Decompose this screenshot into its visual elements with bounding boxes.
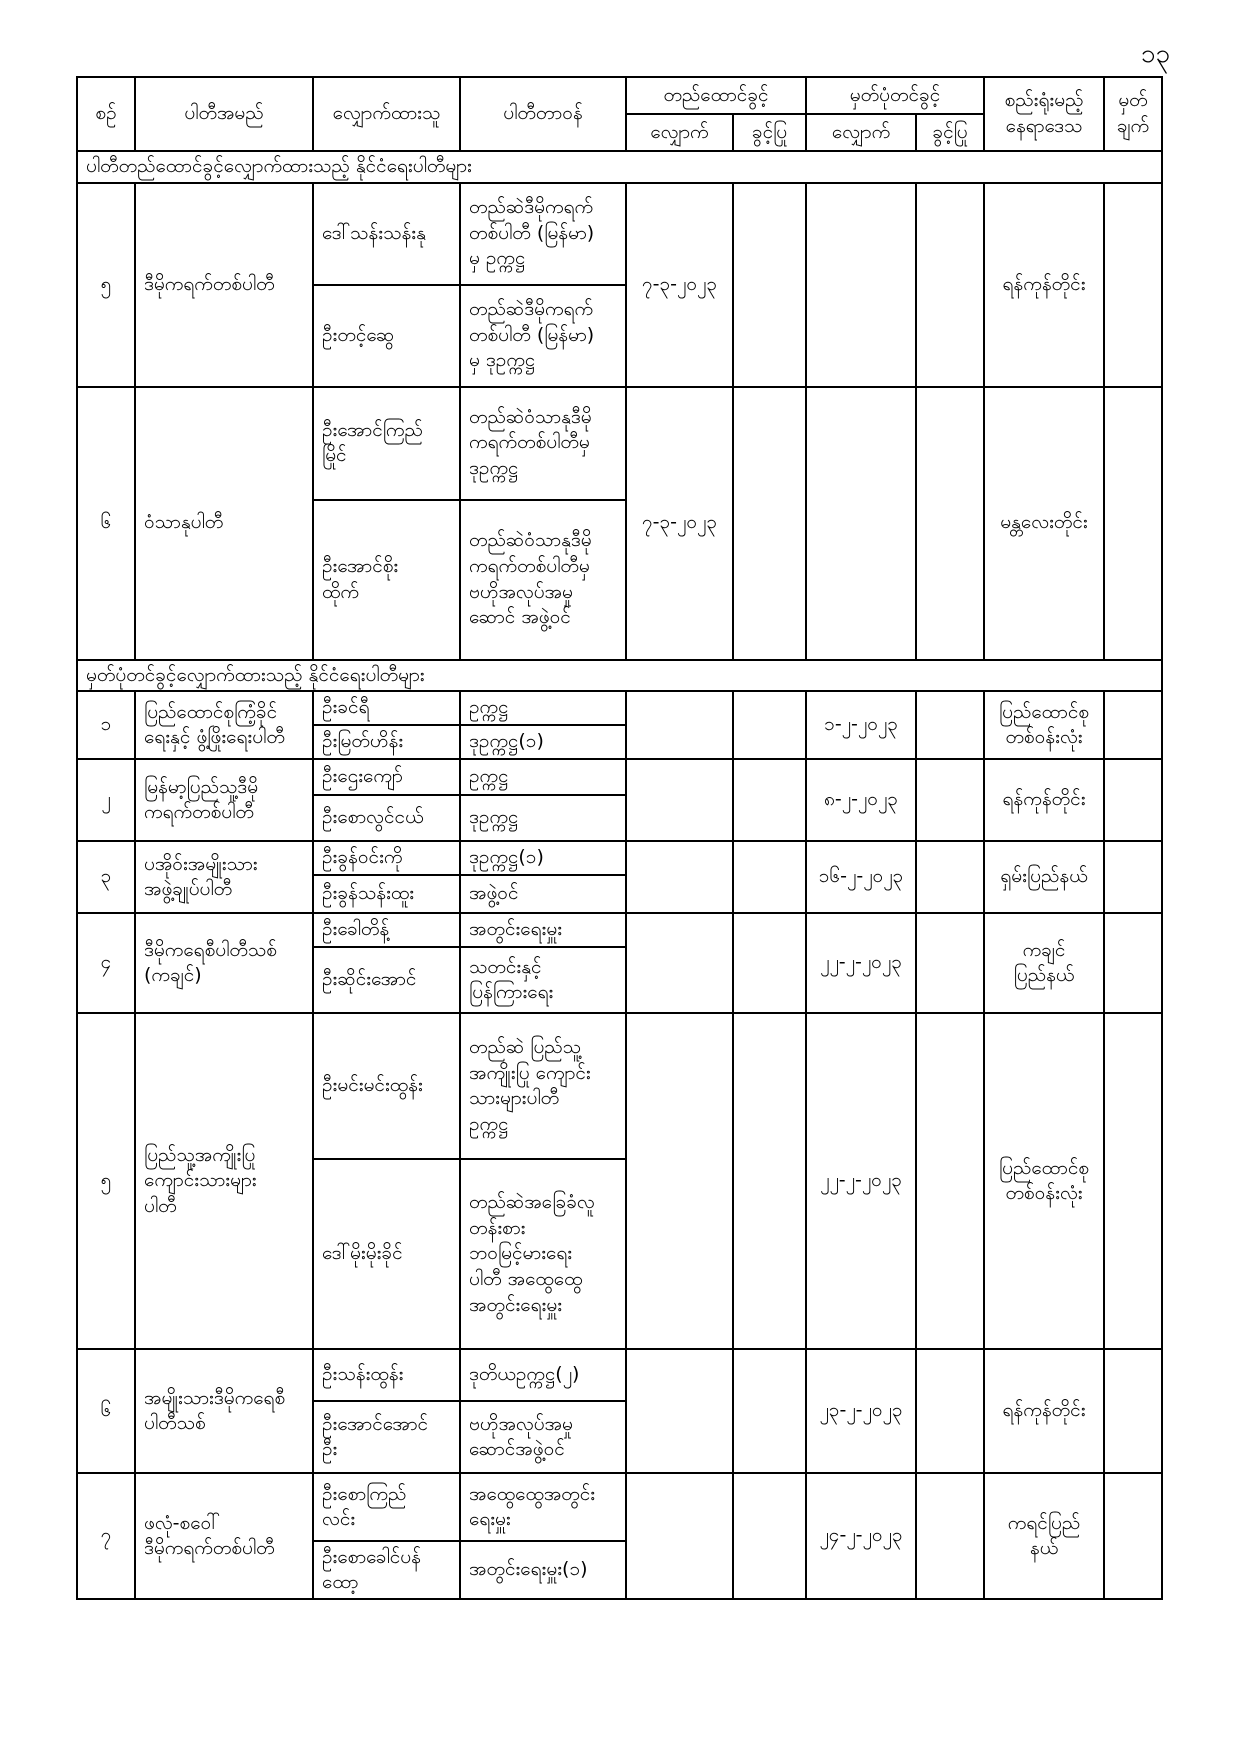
- applicant-name: ဦးအောင်ကြည် မြိုင်: [313, 387, 460, 500]
- applicant-position: ဗဟိုအလုပ်အမှု ဆောင်အဖွဲ့ဝင်: [460, 1401, 626, 1473]
- party-number: ၆: [77, 1349, 135, 1473]
- applicant-position: ဒုဥက္ကဋ္ဌ(၁): [460, 841, 626, 875]
- applicant-name: ဦးဆိုင်းအောင်: [313, 947, 460, 1013]
- registration-approved: [916, 183, 984, 387]
- applicant-position: ဥက္ကဋ္ဌ: [460, 691, 626, 725]
- applicant-position: အတွင်းရေးမှူး: [460, 913, 626, 947]
- organizing-region: ရန်ကုန်တိုင်း: [984, 1349, 1104, 1473]
- header-party-name: ပါတီအမည်: [135, 77, 313, 151]
- organizing-region: ကချင် ပြည်နယ်: [984, 913, 1104, 1013]
- table-row: [77, 759, 1162, 795]
- applicant-name: ဦးသန်းထွန်း: [313, 1349, 460, 1401]
- organizing-region: ရန်ကုန်တိုင်း: [984, 183, 1104, 387]
- founding-apply-date: [626, 1013, 733, 1349]
- header-registration-approved: ခွင့်ပြု: [916, 114, 984, 151]
- founding-apply-date: [626, 759, 733, 841]
- page-number: ၁၃: [1140, 39, 1170, 69]
- applicant-position: အတွင်းရေးမှူး(၁): [460, 1541, 626, 1599]
- applicant-position: ဒုတိယဥက္ကဋ္ဌ(၂): [460, 1349, 626, 1401]
- header-founding-apply: လျှောက်: [626, 114, 733, 151]
- remark: [1104, 691, 1162, 759]
- party-number: ၂: [77, 759, 135, 841]
- table-row: [77, 691, 1162, 725]
- header-organizing-region: စည်းရုံးမည့် နေရာဒေသ: [984, 77, 1104, 151]
- applicant-position: တည်ဆဲအခြေခံလူ တန်းစား ဘဝမြင့်မားရေး ပါတီ အထွေထွေ အတွင်းရေးမှူး: [460, 1159, 626, 1349]
- organizing-region: ရန်ကုန်တိုင်း: [984, 759, 1104, 841]
- party-name: မြန်မာ့ပြည်သူ့ဒီမို ကရက်တစ်ပါတီ: [135, 759, 313, 841]
- remark: [1104, 183, 1162, 387]
- header-founding-approved: ခွင့်ပြု: [733, 114, 806, 151]
- applicant-position: တည်ဆဲ ပြည်သူ့ အကျိုးပြု ကျောင်း သားများပါတီ ဥက္ကဋ္ဌ: [460, 1013, 626, 1159]
- registration-approved: [916, 387, 984, 660]
- header-remark: မှတ် ချက်: [1104, 77, 1162, 151]
- party-name: ဝံသာနုပါတီ: [135, 387, 313, 660]
- founding-approved: [733, 183, 806, 387]
- applicant-name: ဒေါ်သန်းသန်းနု: [313, 183, 460, 285]
- applicant-name: ဦးအောင်အောင် ဦး: [313, 1401, 460, 1473]
- registration-approved: [916, 913, 984, 1013]
- founding-approved: [733, 1349, 806, 1473]
- founding-apply-date: [626, 913, 733, 1013]
- registration-apply-date: [806, 387, 916, 660]
- header-registration-permit: မှတ်ပုံတင်ခွင့်: [806, 77, 984, 114]
- party-number: ၅: [77, 183, 135, 387]
- applicant-name: ဦးစောခေါင်ပန် ထော့: [313, 1541, 460, 1599]
- table-row: [77, 913, 1162, 947]
- section-header-row: [77, 151, 1162, 183]
- registration-approved: [916, 841, 984, 913]
- applicant-position: တည်ဆဲဝံသာနုဒီမို ကရက်တစ်ပါတီမှ ဒုဥက္ကဋ္ဌ: [460, 387, 626, 500]
- applicant-name: ဦးမြတ်ဟိန်း: [313, 725, 460, 759]
- founding-approved: [733, 1013, 806, 1349]
- table-row: [77, 1473, 1162, 1541]
- applicant-position: ဒုဥက္ကဋ္ဌ(၁): [460, 725, 626, 759]
- remark: [1104, 1473, 1162, 1599]
- applicant-name: ဦးခေါတိန့်: [313, 913, 460, 947]
- party-number: ၃: [77, 841, 135, 913]
- applicant-name: ဦးအောင်စိုး ထိုက်: [313, 500, 460, 660]
- applicant-name: ဒေါ်မိုးမိုးခိုင်: [313, 1159, 460, 1349]
- applicant-name: ဦးခွန်သန်းထူး: [313, 875, 460, 913]
- header-no: စဉ်: [77, 77, 135, 151]
- applicant-position: တည်ဆဲဒီမိုကရက် တစ်ပါတီ (မြန်မာ) မှ ဥက္ကဋ္ဌ: [460, 183, 626, 285]
- remark: [1104, 387, 1162, 660]
- section-title: မှတ်ပုံတင်ခွင့်လျှောက်ထားသည့် နိုင်ငံရေးပါတီများ: [77, 660, 1162, 692]
- founding-approved: [733, 387, 806, 660]
- party-name: ပအိုဝ်းအမျိုးသား အဖွဲ့ချုပ်ပါတီ: [135, 841, 313, 913]
- registration-apply-date: ၈-၂-၂၀၂၃: [806, 759, 916, 841]
- table-row: [77, 387, 1162, 500]
- organizing-region: မန္တလေးတိုင်း: [984, 387, 1104, 660]
- applicant-name: ဦးစောလွင်ငယ်: [313, 795, 460, 841]
- registration-apply-date: ၂၂-၂-၂၀၂၃: [806, 913, 916, 1013]
- party-name: ဖလုံ-စဝေါ် ဒီမိုကရက်တစ်ပါတီ: [135, 1473, 313, 1599]
- section-header-row: [77, 660, 1162, 692]
- registration-apply-date: ၂၄-၂-၂၀၂၃: [806, 1473, 916, 1599]
- party-registration-table: [76, 76, 1163, 1600]
- founding-approved: [733, 759, 806, 841]
- party-name: ဒီမိုကရေစီပါတီသစ် (ကချင်): [135, 913, 313, 1013]
- applicant-position: ဥက္ကဋ္ဌ: [460, 759, 626, 795]
- party-number: ၆: [77, 387, 135, 660]
- registration-apply-date: ၂၂-၂-၂၀၂၃: [806, 1013, 916, 1349]
- section-title: ပါတီတည်ထောင်ခွင့်လျှောက်ထားသည့် နိုင်ငံရေးပါတီများ: [77, 151, 1162, 183]
- applicant-name: ဦးစောကြည် လင်း: [313, 1473, 460, 1541]
- remark: [1104, 1013, 1162, 1349]
- founding-apply-date: [626, 691, 733, 759]
- registration-approved: [916, 1013, 984, 1349]
- party-name: ဒီမိုကရက်တစ်ပါတီ: [135, 183, 313, 387]
- table-body: [77, 151, 1162, 1599]
- founding-approved: [733, 691, 806, 759]
- registration-approved: [916, 759, 984, 841]
- header-founding-permit: တည်ထောင်ခွင့်: [626, 77, 806, 114]
- organizing-region: ပြည်ထောင်စု တစ်ဝန်းလုံး: [984, 1013, 1104, 1349]
- organizing-region: ရှမ်းပြည်နယ်: [984, 841, 1104, 913]
- header-applicant: လျှောက်ထားသူ: [313, 77, 460, 151]
- applicant-position: တည်ဆဲဝံသာနုဒီမို ကရက်တစ်ပါတီမှ ဗဟိုအလုပ်အမှု ဆောင် အဖွဲ့ဝင်: [460, 500, 626, 660]
- party-number: ၇: [77, 1473, 135, 1599]
- registration-approved: [916, 1473, 984, 1599]
- table-row: [77, 1349, 1162, 1401]
- organizing-region: ကရင်ပြည် နယ်: [984, 1473, 1104, 1599]
- registration-apply-date: [806, 183, 916, 387]
- table-row: [77, 841, 1162, 875]
- applicant-name: ဦးမင်းမင်းထွန်း: [313, 1013, 460, 1159]
- applicant-position: ဒုဥက္ကဋ္ဌ: [460, 795, 626, 841]
- party-name: အမျိုးသားဒီမိုကရေစီ ပါတီသစ်: [135, 1349, 313, 1473]
- applicant-position: အထွေထွေအတွင်း ရေးမှူး: [460, 1473, 626, 1541]
- registration-apply-date: ၁-၂-၂၀၂၃: [806, 691, 916, 759]
- registration-approved: [916, 691, 984, 759]
- remark: [1104, 1349, 1162, 1473]
- organizing-region: ပြည်ထောင်စု တစ်ဝန်းလုံး: [984, 691, 1104, 759]
- table-row: [77, 1013, 1162, 1159]
- founding-apply-date: ၇-၃-၂၀၂၃: [626, 183, 733, 387]
- remark: [1104, 913, 1162, 1013]
- applicant-name: ဦးတင့်ဆွေ: [313, 285, 460, 387]
- founding-approved: [733, 913, 806, 1013]
- header-registration-apply: လျှောက်: [806, 114, 916, 151]
- party-number: ၁: [77, 691, 135, 759]
- founding-apply-date: ၇-၃-၂၀၂၃: [626, 387, 733, 660]
- party-name: ပြည်သူ့အကျိုးပြု ကျောင်းသားများ ပါတီ: [135, 1013, 313, 1349]
- applicant-name: ဦးဌေးကျော်: [313, 759, 460, 795]
- header-party-position: ပါတီတာဝန်: [460, 77, 626, 151]
- applicant-name: ဦးခင်ရီ: [313, 691, 460, 725]
- applicant-name: ဦးခွန်ဝင်းကို: [313, 841, 460, 875]
- table-row: [77, 183, 1162, 285]
- founding-approved: [733, 841, 806, 913]
- founding-apply-date: [626, 841, 733, 913]
- party-number: ၅: [77, 1013, 135, 1349]
- registration-apply-date: ၁၆-၂-၂၀၂၃: [806, 841, 916, 913]
- founding-apply-date: [626, 1473, 733, 1599]
- remark: [1104, 759, 1162, 841]
- founding-apply-date: [626, 1349, 733, 1473]
- applicant-position: အဖွဲ့ဝင်: [460, 875, 626, 913]
- registration-apply-date: ၂၃-၂-၂၀၂၃: [806, 1349, 916, 1473]
- applicant-position: တည်ဆဲဒီမိုကရက် တစ်ပါတီ (မြန်မာ) မှ ဒုဥက္ကဋ္ဌ: [460, 285, 626, 387]
- registration-approved: [916, 1349, 984, 1473]
- founding-approved: [733, 1473, 806, 1599]
- remark: [1104, 841, 1162, 913]
- party-number: ၄: [77, 913, 135, 1013]
- applicant-position: သတင်းနှင့် ပြန်ကြားရေး: [460, 947, 626, 1013]
- party-name: ပြည်ထောင်စုကြံ့ခိုင် ရေးနှင့် ဖွံ့ဖြိုးရေးပါတီ: [135, 691, 313, 759]
